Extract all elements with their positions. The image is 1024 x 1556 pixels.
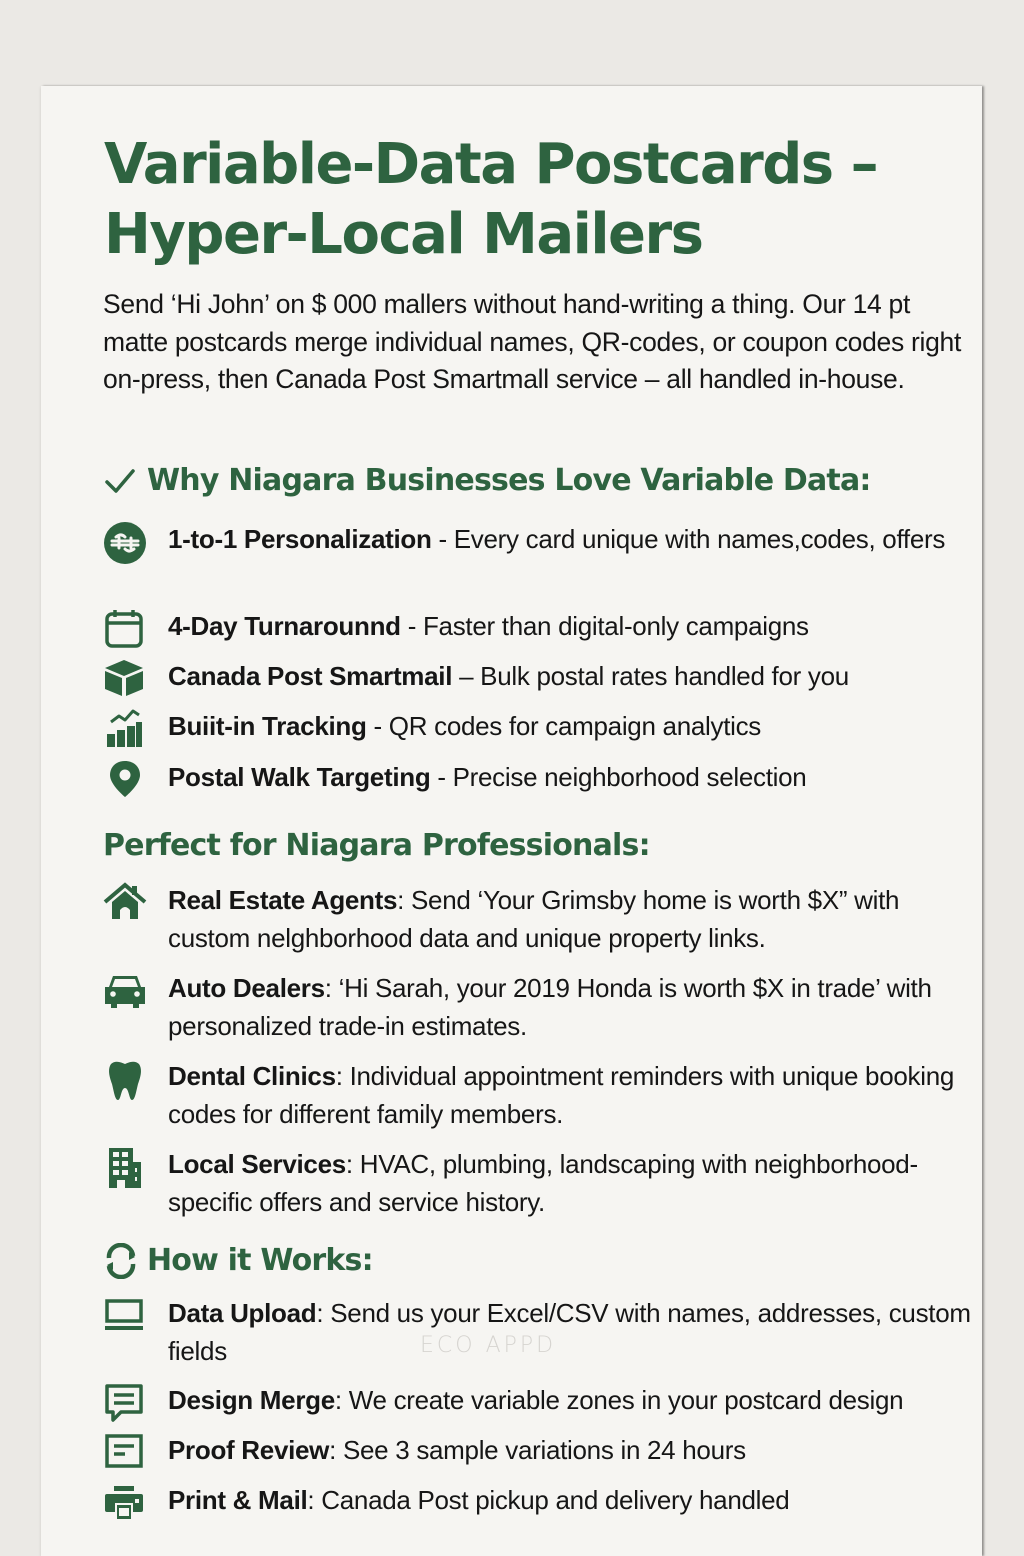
step-item-design-merge: Design Merge: We create variable zones in your postcard design (103, 1382, 1003, 1426)
refresh-icon (103, 1243, 139, 1279)
feature-item-targeting: Postal Walk Targeting - Precise neighborhood selection (103, 759, 983, 803)
page-title (104, 130, 964, 270)
how-section-heading: How it Works: (103, 1241, 373, 1281)
printer-icon (103, 1482, 147, 1526)
car-icon (103, 970, 147, 1014)
profession-item-dental: Dental Clinics: Individual appointment reminders with unique booking codes for different family members. (103, 1058, 983, 1133)
map-pin-icon (103, 759, 147, 803)
feature-item-tracking: Buiit-in Tracking - QR codes for campaign analytics (103, 708, 983, 752)
checkmark-icon (103, 463, 137, 499)
profession-item-local-services: Local Services: HVAC, plumbing, landscaping with neighborhood-specific offers and service history. (103, 1146, 983, 1221)
intro-paragraph: Send ‘Hi John’ on $ 000 mallers without hand-writing a thing. Our 14 pt matte postcards merge individual names, QR-codes, or coupon codes right on-press, then Canada Post Smartmall service – all handled in-house. (103, 289, 962, 394)
watermark: ECO APPD (420, 1333, 557, 1358)
professionals-section-heading: Perfect for Niagara Professionals: (103, 828, 650, 863)
chart-icon (103, 708, 147, 752)
feature-item-personalization: 1-to-1 Personalization - Every card unique with names,codes, offers (103, 521, 983, 565)
why-section-heading: Why Niagara Businesses Love Variable Data: (103, 461, 871, 501)
house-icon (103, 882, 147, 926)
feature-item-turnaround: 4-Day Turnarounnd - Faster than digital-only campaigns (103, 608, 983, 652)
profession-item-auto-dealers: Auto Dealers: ‘Hi Sarah, your 2019 Honda is worth $X in trade’ with personalized trade-in estimates. (103, 970, 983, 1045)
feature-item-smartmail: Canada Post Smartmail – Bulk postal rates handled for you (103, 658, 983, 702)
step-item-print-mail: Print & Mail: Canada Post pickup and delivery handled (103, 1482, 983, 1526)
laptop-icon (103, 1295, 147, 1339)
building-icon (103, 1146, 147, 1190)
step-item-data-upload: Data Upload: Send us your Excel/CSV with names, addresses, custom fields (103, 1295, 983, 1370)
personalization-icon (103, 521, 147, 565)
profession-item-real-estate: Real Estate Agents: Send ‘Your Grimsby home is worth $X” with custom nelghborhood data and unique property links. (103, 882, 983, 957)
title-line-1: Variable-Data Postcards – (104, 132, 878, 197)
step-item-proof-review: Proof Review: See 3 sample variations in 24 hours (103, 1432, 983, 1476)
calendar-icon (103, 608, 147, 652)
box-icon (103, 658, 147, 702)
document-icon (103, 1432, 147, 1476)
tooth-icon (103, 1058, 147, 1102)
title-line-2: Hyper-Local Mailers (104, 202, 703, 267)
chat-icon (103, 1382, 147, 1426)
